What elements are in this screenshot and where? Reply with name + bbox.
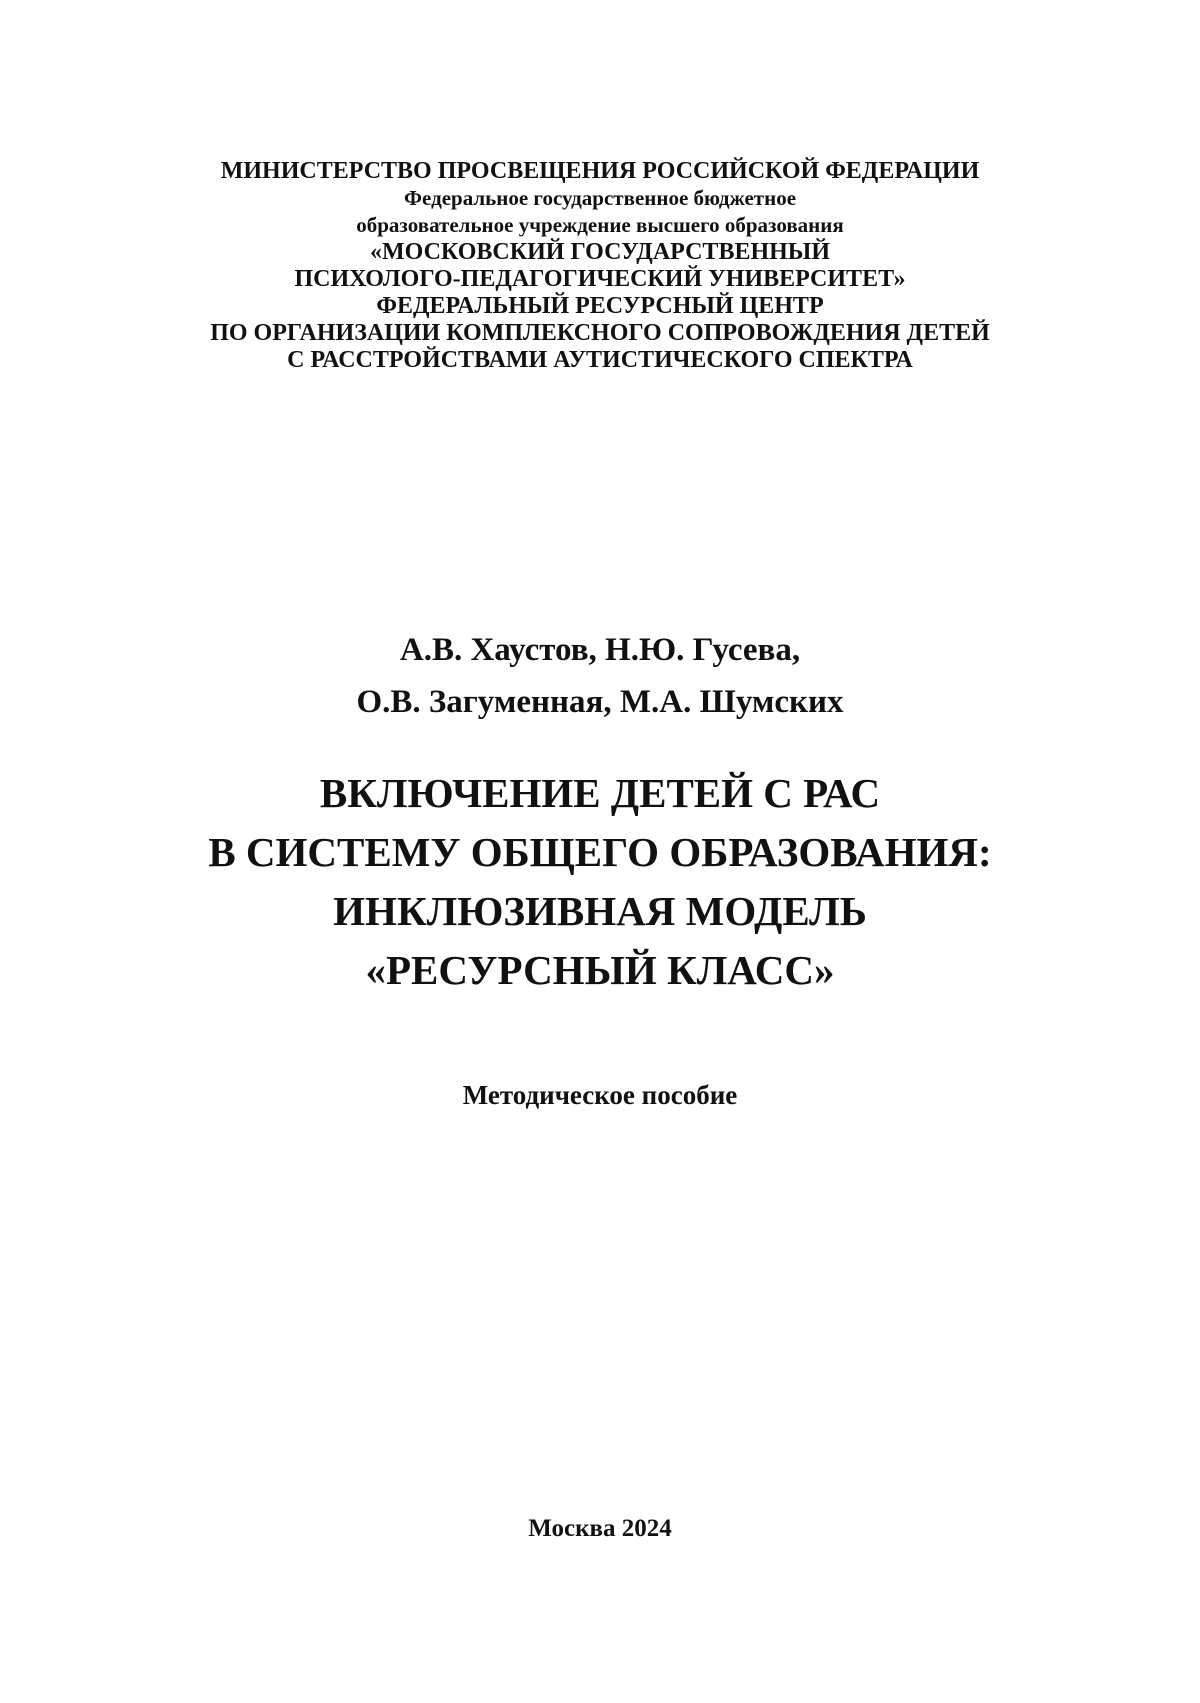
subtitle: Методическое пособие bbox=[462, 1080, 738, 1110]
university-name-line-1: «МОСКОВСКИЙ ГОСУДАРСТВЕННЫЙ bbox=[369, 239, 831, 265]
title-line-4: «РЕСУРСНЫЙ КЛАСС» bbox=[365, 947, 835, 993]
university-name-line-2: ПСИХОЛОГО-ПЕДАГОГИЧЕСКИЙ УНИВЕРСИТЕТ» bbox=[294, 266, 906, 292]
institution-type-line-1: Федеральное государственное бюджетное bbox=[403, 186, 797, 210]
center-name-line-3: С РАССТРОЙСТВАМИ АУТИСТИЧЕСКОГО СПЕКТРА bbox=[287, 347, 913, 373]
center-name-line-1: ФЕДЕРАЛЬНЫЙ РЕСУРСНЫЙ ЦЕНТР bbox=[376, 293, 824, 319]
center-name-line-2: ПО ОРГАНИЗАЦИИ КОМПЛЕКСНОГО СОПРОВОЖДЕНИЯ ДЕТЕЙ bbox=[210, 320, 990, 346]
title-line-1: ВКЛЮЧЕНИЕ ДЕТЕЙ С РАС bbox=[319, 770, 881, 816]
authors-line-1: А.В. Хаустов, Н.Ю. Гусева, bbox=[399, 632, 801, 668]
title-line-2: В СИСТЕМУ ОБЩЕГО ОБРАЗОВАНИЯ: bbox=[208, 829, 992, 875]
institution-type-line-2: образовательное учреждение высшего образования bbox=[356, 213, 844, 237]
imprint bbox=[0, 1513, 1200, 1545]
publication-type bbox=[0, 1078, 1200, 1112]
authors bbox=[0, 624, 1200, 728]
institution-header bbox=[0, 158, 1200, 374]
book-title bbox=[0, 764, 1200, 1000]
city-year: Москва 2024 bbox=[528, 1515, 672, 1542]
title-line-3: ИНКЛЮЗИВНАЯ МОДЕЛЬ bbox=[333, 888, 867, 934]
ministry-name: МИНИСТЕРСТВО ПРОСВЕЩЕНИЯ РОССИЙСКОЙ ФЕДЕРАЦИИ bbox=[220, 158, 980, 184]
authors-line-2: О.В. Загуменная, М.А. Шумских bbox=[356, 684, 844, 720]
